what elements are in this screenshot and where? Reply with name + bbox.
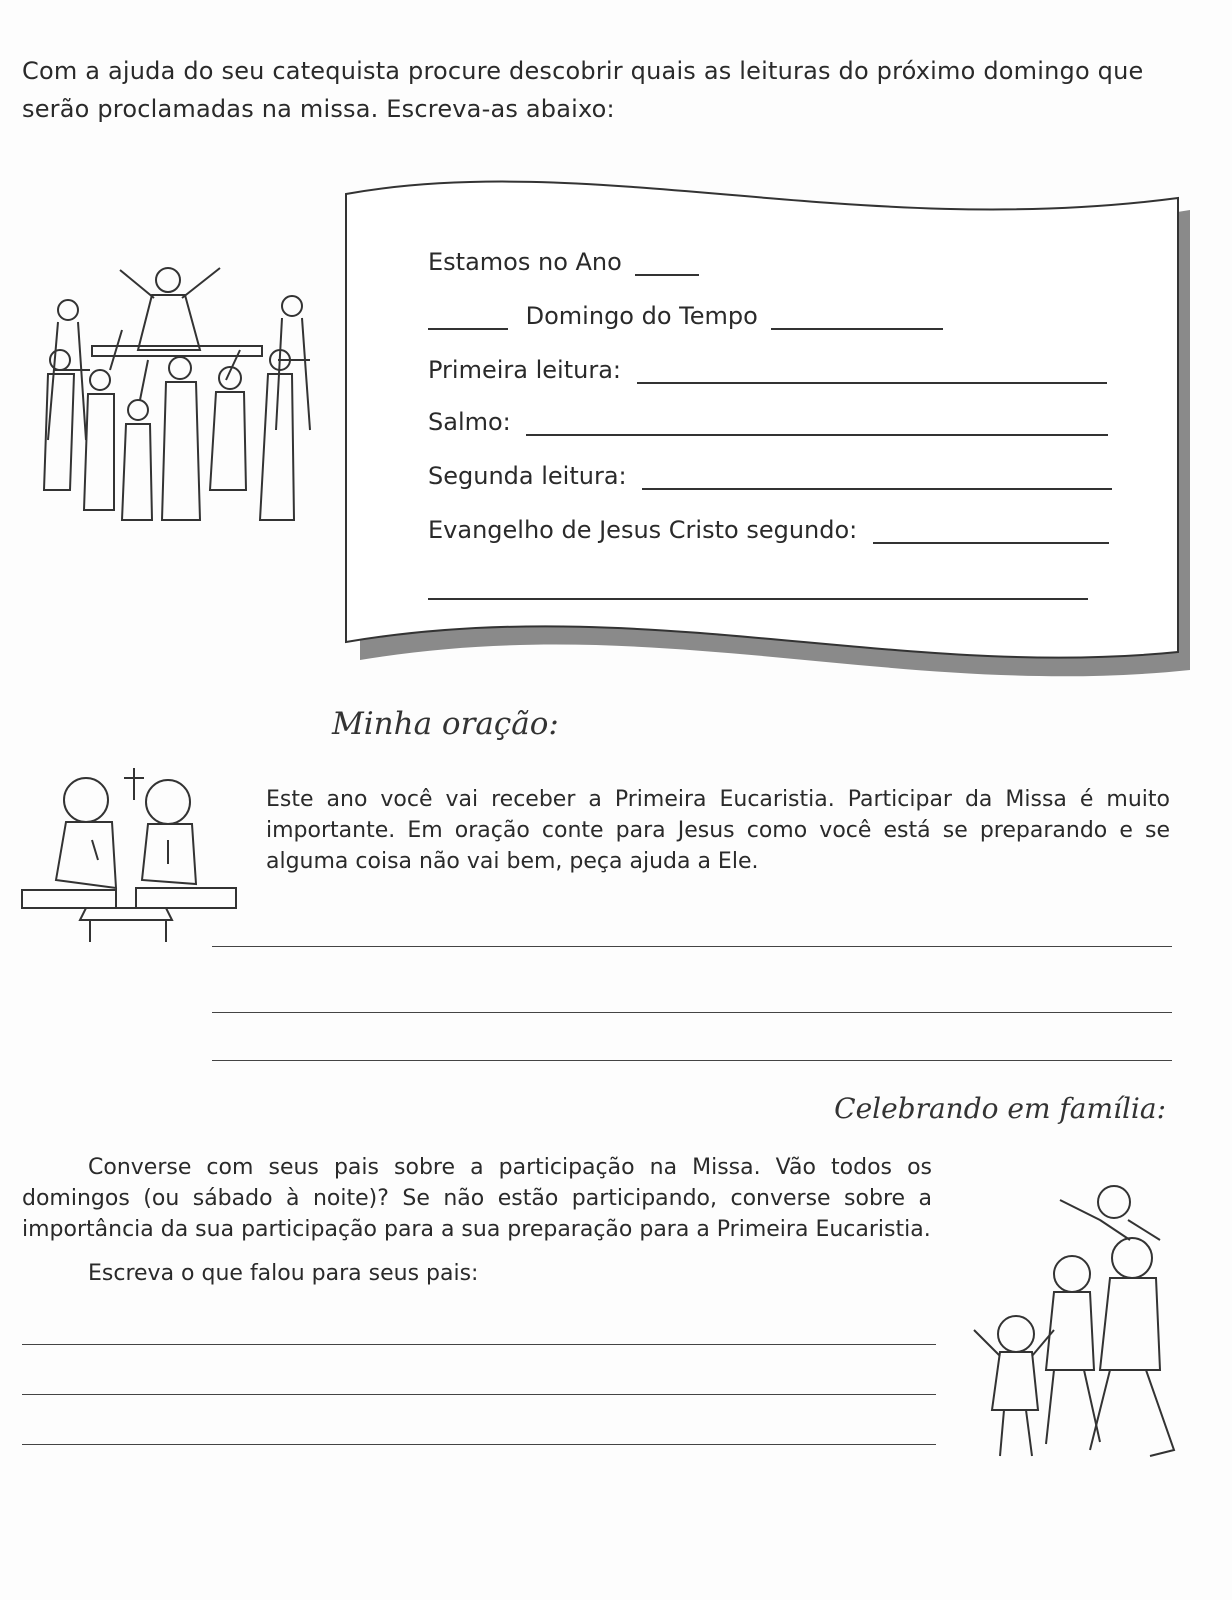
oracao-title: Minha oração: [332,706,559,742]
familia-writing-line-2[interactable] [22,1394,936,1395]
oracao-writing-line-1[interactable] [212,946,1172,947]
evangelho-input-line[interactable] [873,516,1109,544]
mass-celebration-illustration-icon [30,250,320,540]
familia-writing-line-1[interactable] [22,1344,936,1345]
domingo-number-input-line[interactable] [428,302,508,330]
familia-paragraph: Converse com seus pais sobre a participação na Missa. Vão todos os domingos (ou sábado à noite)? Se não estão participando, converse sobre a importância da sua participação para a sua preparação para a Primeira Eucaristia. [22,1155,932,1242]
familia-writing-line-3[interactable] [22,1444,936,1445]
oracao-paragraph: Este ano você vai receber a Primeira Eucaristia. Participar da Missa é muito importante. Em oração conte para Jesus como você está se preparando e se alguma coisa não vai bem, peça ajuda a Ele. [266,787,1170,874]
ano-label: Estamos no Ano [428,248,622,276]
domingo-label: Domingo do Tempo [525,302,758,330]
ano-input-line[interactable] [635,248,699,276]
oracao-writing-line-3[interactable] [212,1060,1172,1061]
evangelho-continuation-line[interactable] [428,572,1088,600]
family-walking-illustration-icon [960,1180,1196,1470]
evangelho-label: Evangelho de Jesus Cristo segundo: [428,516,858,544]
segunda-leitura-label: Segunda leitura: [428,462,627,490]
salmo-label: Salmo: [428,408,511,436]
primeira-leitura-label: Primeira leitura: [428,356,621,384]
primeira-leitura-input-line[interactable] [637,356,1107,384]
familia-title: Celebrando em família: [834,1092,1166,1125]
familia-prompt: Escreva o que falou para seus pais: [88,1261,479,1286]
intro-paragraph: Com a ajuda do seu catequista procure descobrir quais as leituras do próximo domingo que serão proclamadas na missa. Escreva-as abaixo: [22,57,1144,123]
tempo-input-line[interactable] [771,302,943,330]
praying-children-illustration-icon [16,760,246,945]
salmo-input-line[interactable] [526,408,1108,436]
oracao-writing-line-2[interactable] [212,1012,1172,1013]
segunda-leitura-input-line[interactable] [642,462,1112,490]
